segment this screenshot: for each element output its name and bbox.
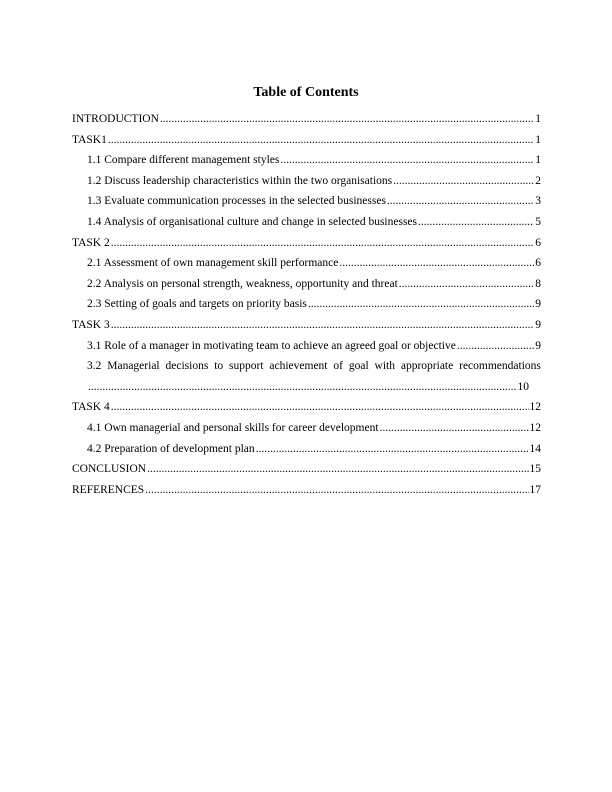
toc-entry-leader-line bbox=[87, 381, 529, 402]
toc-entry-label: TASK 3 bbox=[72, 318, 110, 331]
toc-entry-label: 4.1 Own managerial and personal skills for career development bbox=[87, 421, 379, 434]
toc-entry-task4[interactable] bbox=[72, 401, 541, 422]
toc-entry-word: achievement bbox=[269, 360, 328, 373]
toc-entry-word: support bbox=[229, 360, 264, 373]
toc-page-number: 6 bbox=[535, 257, 541, 270]
toc-entry-word: appropriate bbox=[400, 360, 454, 373]
toc-page-number: 9 bbox=[535, 298, 541, 311]
dot-leader bbox=[160, 113, 534, 126]
toc-page-number: 9 bbox=[535, 339, 541, 352]
toc-title: Table of Contents bbox=[253, 85, 359, 100]
toc-entry-2-1[interactable] bbox=[72, 257, 541, 278]
toc-entry-word: of bbox=[333, 360, 343, 373]
toc-entry-1-1[interactable] bbox=[72, 154, 541, 175]
toc-entry-label: 3.1 Role of a manager in motivating team to achieve an agreed goal or objective bbox=[87, 339, 456, 352]
toc-entry-label: TASK 2 bbox=[72, 236, 110, 249]
toc-page-number: 9 bbox=[535, 318, 541, 331]
toc-page-number: 3 bbox=[535, 195, 541, 208]
toc-entry-introduction[interactable] bbox=[72, 113, 541, 134]
toc-page-number: 6 bbox=[535, 236, 541, 249]
toc-entry-word: recommendations bbox=[459, 360, 541, 373]
toc-entry-word: to bbox=[214, 360, 224, 373]
dot-leader bbox=[256, 443, 529, 456]
dot-leader bbox=[399, 278, 534, 291]
toc-page-number: 12 bbox=[529, 421, 541, 434]
toc-entry-4-1[interactable] bbox=[72, 422, 541, 443]
toc-page-number: 5 bbox=[535, 215, 541, 228]
toc-entry-1-3[interactable] bbox=[72, 195, 541, 216]
toc-entry-label: 1.3 Evaluate communication processes in the selected businesses bbox=[87, 195, 386, 208]
toc-entry-3-2[interactable] bbox=[72, 360, 541, 401]
toc-entry-label: 1.4 Analysis of organisational culture and change in selected businesses bbox=[87, 215, 418, 228]
dot-leader bbox=[339, 257, 534, 270]
dot-leader bbox=[147, 463, 528, 476]
toc-entry-label: 2.2 Analysis on personal strength, weakness, opportunity and threat bbox=[87, 277, 398, 290]
dot-leader bbox=[108, 134, 534, 147]
dot-leader bbox=[387, 195, 534, 208]
toc-page-number: 15 bbox=[529, 463, 541, 476]
toc-list bbox=[72, 113, 541, 504]
toc-entry-word: Managerial bbox=[107, 360, 160, 373]
dot-leader bbox=[418, 216, 534, 229]
toc-entry-label: 1.1 Compare different management styles bbox=[87, 154, 280, 167]
dot-leader bbox=[111, 401, 529, 414]
toc-entry-word: goal bbox=[348, 360, 369, 373]
dot-leader bbox=[145, 484, 528, 497]
dot-leader bbox=[111, 319, 535, 332]
dot-leader bbox=[380, 422, 529, 435]
toc-page-number: 1 bbox=[535, 154, 541, 167]
toc-entry-task3[interactable] bbox=[72, 319, 541, 340]
dot-leader bbox=[111, 237, 535, 250]
toc-page-number: 12 bbox=[529, 401, 541, 414]
toc-entry-2-2[interactable] bbox=[72, 278, 541, 299]
toc-page-number: 10 bbox=[517, 380, 529, 393]
toc-page-number: 8 bbox=[535, 277, 541, 290]
toc-page-number: 1 bbox=[535, 113, 541, 125]
dot-leader bbox=[393, 175, 534, 188]
toc-entry-label: 1.2 Discuss leadership characteristics within the two organisations bbox=[87, 174, 393, 187]
toc-entry-word: decisions bbox=[165, 360, 209, 373]
dot-leader bbox=[88, 381, 517, 394]
toc-entry-label: TASK 4 bbox=[72, 401, 110, 414]
toc-entry-references[interactable] bbox=[72, 484, 541, 505]
toc-entry-1-2[interactable] bbox=[72, 175, 541, 196]
dot-leader bbox=[457, 340, 534, 353]
toc-entry-label: 2.3 Setting of goals and targets on priority basis bbox=[87, 298, 307, 311]
toc-entry-word: 3.2 bbox=[87, 360, 102, 373]
toc-entry-label: 4.2 Preparation of development plan bbox=[87, 442, 255, 455]
toc-entry-label: INTRODUCTION bbox=[72, 113, 159, 125]
toc-page-number: 17 bbox=[529, 483, 541, 496]
toc-page-number: 14 bbox=[529, 442, 541, 455]
toc-entry-word: with bbox=[374, 360, 395, 373]
toc-entry-conclusion[interactable] bbox=[72, 463, 541, 484]
toc-entry-label: TASK1 bbox=[72, 133, 107, 146]
toc-entry-label: CONCLUSION bbox=[72, 463, 147, 476]
dot-leader bbox=[308, 298, 534, 311]
toc-entry-1-4[interactable] bbox=[72, 216, 541, 237]
toc-entry-3-1[interactable] bbox=[72, 340, 541, 361]
toc-entry-4-2[interactable] bbox=[72, 443, 541, 464]
toc-page-number: 1 bbox=[535, 133, 541, 146]
toc-entry-task2[interactable] bbox=[72, 237, 541, 258]
toc-entry-label: REFERENCES bbox=[72, 483, 145, 496]
toc-page-number: 2 bbox=[535, 174, 541, 187]
toc-entry-label-justified bbox=[87, 360, 541, 381]
toc-entry-label: 2.1 Assessment of own management skill performance bbox=[87, 257, 339, 270]
toc-entry-2-3[interactable] bbox=[72, 298, 541, 319]
dot-leader bbox=[280, 154, 534, 167]
toc-entry-task1[interactable] bbox=[72, 134, 541, 155]
